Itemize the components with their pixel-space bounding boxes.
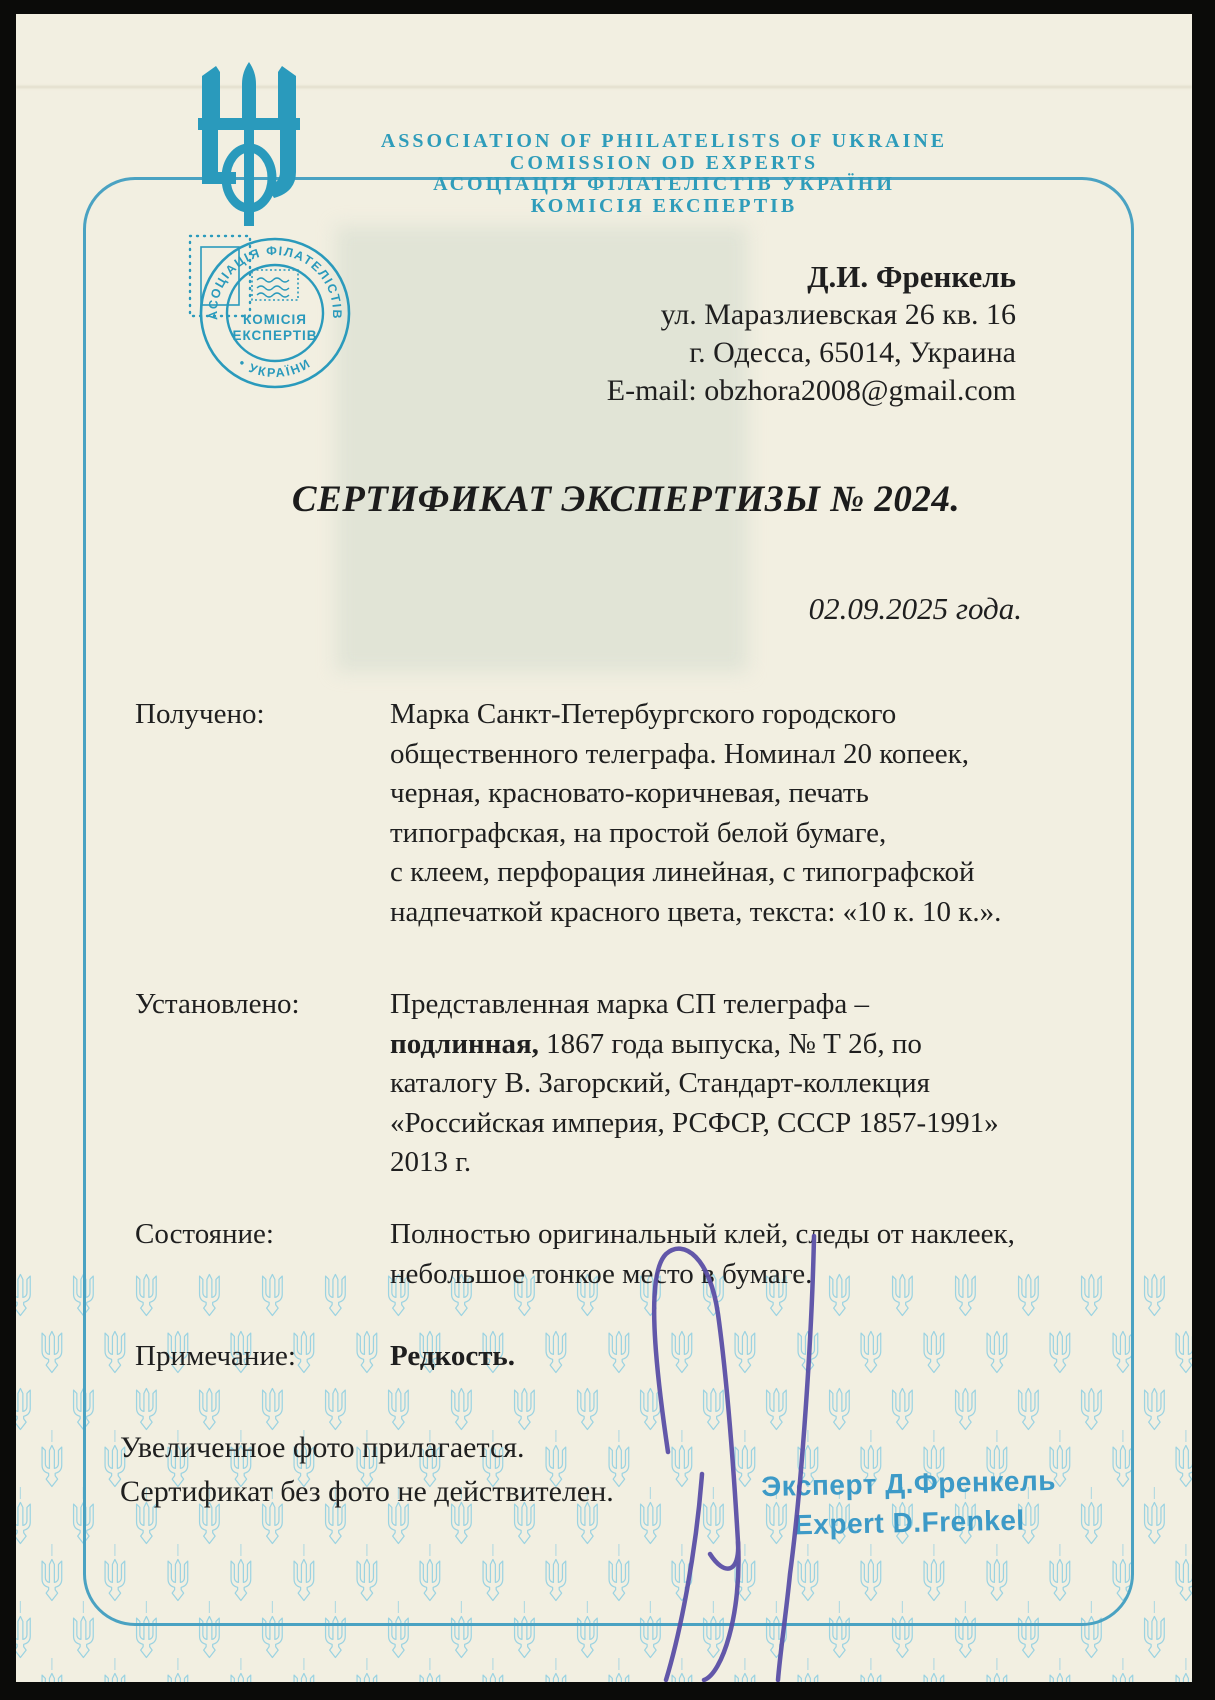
footer-line: Увеличенное фото прилагается. bbox=[120, 1431, 525, 1464]
section-established-label: Установлено: bbox=[135, 988, 300, 1020]
seal-center-line1: КОМІСІЯ bbox=[243, 312, 307, 327]
expert-stamp-line-ru: Эксперт Д.Френкель bbox=[760, 1464, 1057, 1503]
established-line: 2013 г. bbox=[390, 1146, 472, 1178]
received-line: общественного телеграфа. Номинал 20 копеек, bbox=[390, 737, 969, 770]
established-line: каталогу В. Загорский, Стандарт-коллекция bbox=[390, 1067, 930, 1099]
expert-city: г. Одесса, 65014, Украина bbox=[689, 336, 1016, 369]
received-line: с клеем, перфорация линейная, с типографской bbox=[390, 856, 975, 888]
condition-line: Полностью оригинальный клей, следы от наклеек, bbox=[390, 1218, 1015, 1250]
condition-line: небольшое тонкое место в бумаге. bbox=[390, 1257, 813, 1290]
received-line: Марка Санкт-Петербургского городского bbox=[390, 698, 897, 730]
section-received-label: Получено: bbox=[135, 698, 265, 730]
header-line-ua-1: АСОЦІАЦІЯ ФІЛАТЕЛІСТІВ УКРАЇНИ bbox=[433, 173, 895, 196]
header-line-en-1: ASSOCIATION OF PHILATELISTS OF UKRAINE bbox=[380, 130, 948, 152]
received-line: надпечаткой красного цвета, текста: «10 к. 10 к.». bbox=[390, 895, 1002, 928]
section-condition-label: Состояние: bbox=[135, 1218, 274, 1250]
certificate-date: 02.09.2025 года. bbox=[808, 591, 1022, 626]
verdict-genuine: подлинная, bbox=[390, 1027, 539, 1060]
section-note-label: Примечание: bbox=[135, 1340, 296, 1372]
expert-stamp-line-en: Expert D.Frenkel bbox=[793, 1504, 1025, 1541]
header-line-en-2: COMISSION OD EXPERTS bbox=[509, 151, 819, 174]
certificate-paper bbox=[16, 14, 1192, 1682]
note-value: Редкость. bbox=[390, 1340, 516, 1372]
established-line-rest: 1867 года выпуска, № Т 2б, по bbox=[538, 1027, 922, 1060]
expert-name: Д.И. Френкель bbox=[807, 259, 1016, 294]
seal-center-line2: ЕКСПЕРТІВ bbox=[232, 328, 318, 343]
received-line: черная, красновато-коричневая, печать bbox=[390, 777, 869, 809]
established-line: Представленная марка СП телеграфа – bbox=[390, 988, 870, 1020]
received-line: типографская, на простой белой бумаге, bbox=[390, 816, 887, 849]
established-line: «Российская империя, РСФСР, СССР 1857-1991» bbox=[390, 1106, 999, 1139]
header-line-ua-2: КОМІСІЯ ЕКСПЕРТІВ bbox=[530, 195, 798, 218]
footer-line: Сертификат без фото не действителен. bbox=[120, 1475, 614, 1508]
expert-signature bbox=[16, 14, 1192, 1682]
seal-ring-bottom-text: • УКРАЇНИ bbox=[236, 355, 314, 381]
expert-street: ул. Маразлиевская 26 кв. 16 bbox=[660, 298, 1016, 331]
seal-ring-top-text: АСОЦІАЦІЯ ФІЛАТЕЛІСТІВ bbox=[205, 243, 345, 321]
expert-email: E-mail: obzhora2008@gmail.com bbox=[606, 374, 1016, 407]
certificate-title: СЕРТИФИКАТ ЭКСПЕРТИЗЫ № 2024. bbox=[291, 479, 961, 520]
